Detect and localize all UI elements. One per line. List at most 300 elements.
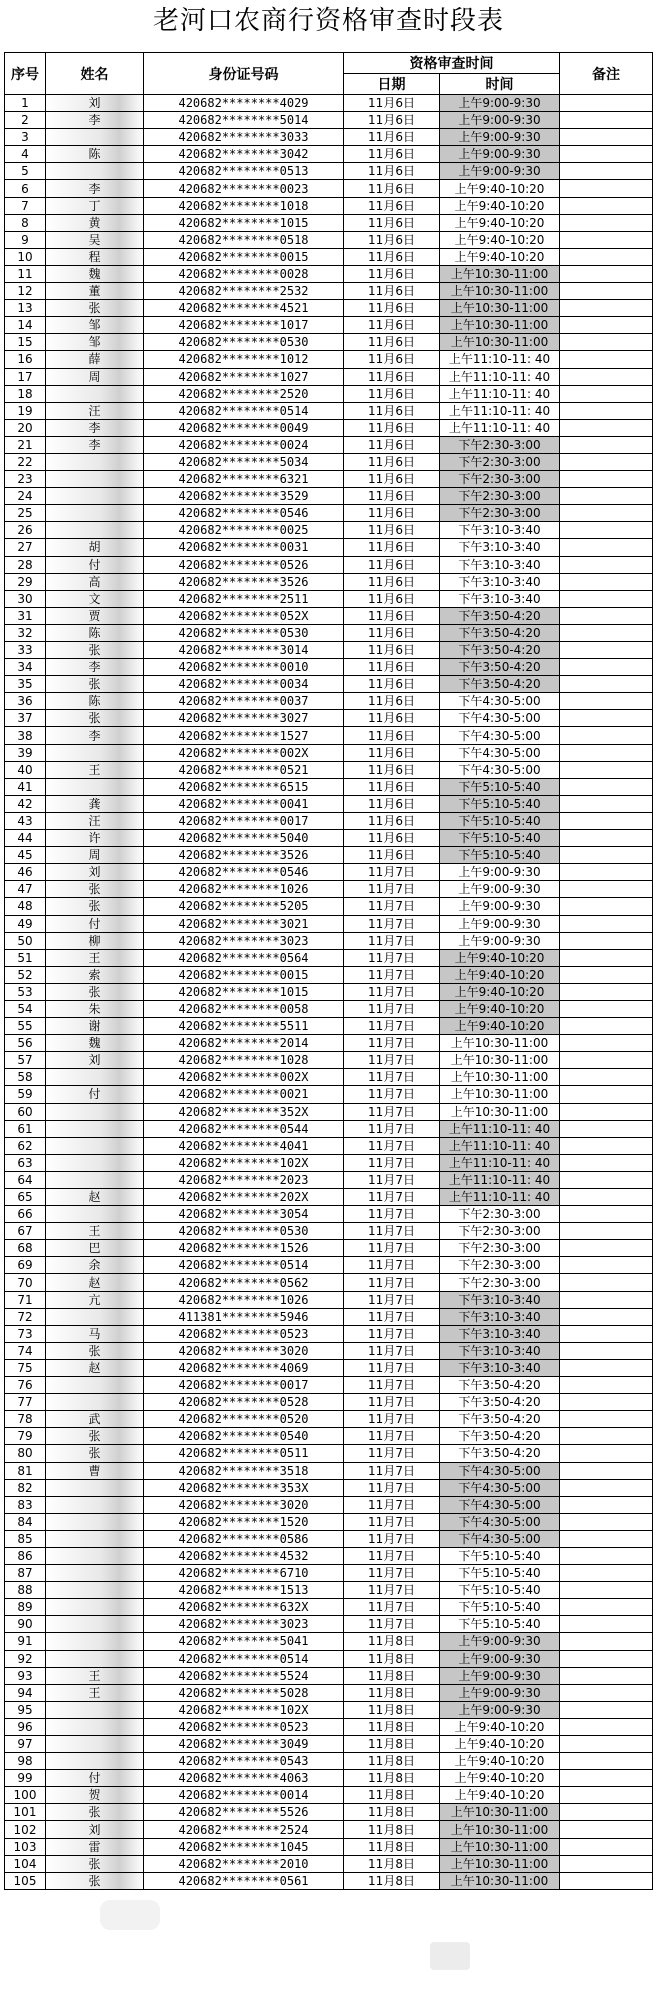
cell-note — [560, 1086, 653, 1103]
cell-seq: 37 — [5, 710, 46, 727]
cell-name: 索 — [46, 966, 144, 983]
cell-note — [560, 1359, 653, 1376]
cell-id-number: 420682********4532 — [144, 1547, 344, 1564]
cell-note — [560, 1018, 653, 1035]
cell-id-number: 420682********3020 — [144, 1342, 344, 1359]
cell-note — [560, 505, 653, 522]
cell-id-number: 420682********3526 — [144, 847, 344, 864]
cell-seq: 93 — [5, 1667, 46, 1684]
cell-seq: 66 — [5, 1206, 46, 1223]
cell-date: 11月8日 — [344, 1633, 440, 1650]
cell-seq: 86 — [5, 1547, 46, 1564]
cell-date: 11月7日 — [344, 1394, 440, 1411]
table-row — [5, 1496, 653, 1513]
table-row — [5, 1154, 653, 1171]
cell-date: 11月7日 — [344, 1325, 440, 1342]
cell-time: 下午2:30-3:00 — [440, 1257, 560, 1274]
cell-seq: 60 — [5, 1103, 46, 1120]
table-row — [5, 539, 653, 556]
cell-time: 上午9:00-9:30 — [440, 1633, 560, 1650]
cell-id-number: 420682********0015 — [144, 966, 344, 983]
cell-id-number: 420682********0514 — [144, 402, 344, 419]
cell-seq: 42 — [5, 795, 46, 812]
cell-name: 张 — [46, 300, 144, 317]
cell-seq: 85 — [5, 1530, 46, 1547]
cell-time: 下午5:10-5:40 — [440, 1582, 560, 1599]
cell-seq: 39 — [5, 744, 46, 761]
cell-time: 下午4:30-5:00 — [440, 1462, 560, 1479]
cell-time: 上午9:00-9:30 — [440, 932, 560, 949]
cell-id-number: 420682********1520 — [144, 1513, 344, 1530]
cell-name — [46, 1171, 144, 1188]
cell-seq: 70 — [5, 1274, 46, 1291]
cell-seq: 88 — [5, 1582, 46, 1599]
cell-time: 下午3:50-4:20 — [440, 624, 560, 641]
cell-note — [560, 283, 653, 300]
table-row — [5, 1513, 653, 1530]
cell-id-number: 420682********5205 — [144, 898, 344, 915]
cell-date: 11月6日 — [344, 778, 440, 795]
cell-time: 下午5:10-5:40 — [440, 1565, 560, 1582]
cell-name: 张 — [46, 1342, 144, 1359]
cell-id-number: 420682********002X — [144, 744, 344, 761]
cell-id-number: 411381********5946 — [144, 1308, 344, 1325]
cell-time: 下午4:30-5:00 — [440, 761, 560, 778]
cell-time: 下午4:30-5:00 — [440, 710, 560, 727]
cell-id-number: 420682********0015 — [144, 248, 344, 265]
cell-seq: 61 — [5, 1120, 46, 1137]
table-row — [5, 949, 653, 966]
cell-note — [560, 402, 653, 419]
table-row — [5, 453, 653, 470]
cell-date: 11月7日 — [344, 1428, 440, 1445]
cell-date: 11月7日 — [344, 1582, 440, 1599]
cell-note — [560, 1736, 653, 1753]
cell-id-number: 420682********1017 — [144, 317, 344, 334]
cell-name: 李 — [46, 112, 144, 129]
cell-id-number: 420682********5014 — [144, 112, 344, 129]
cell-seq: 30 — [5, 590, 46, 607]
cell-id-number: 420682********0024 — [144, 436, 344, 453]
table-row — [5, 1052, 653, 1069]
cell-time: 下午3:50-4:20 — [440, 1445, 560, 1462]
cell-date: 11月7日 — [344, 1547, 440, 1564]
table-row — [5, 351, 653, 368]
cell-id-number: 420682********0530 — [144, 624, 344, 641]
table-row — [5, 795, 653, 812]
cell-id-number: 420682********0041 — [144, 795, 344, 812]
cell-seq: 4 — [5, 146, 46, 163]
table-row — [5, 1616, 653, 1633]
cell-seq: 11 — [5, 265, 46, 282]
cell-id-number: 420682********0561 — [144, 1872, 344, 1889]
cell-name — [46, 1736, 144, 1753]
cell-name — [46, 522, 144, 539]
cell-seq: 22 — [5, 453, 46, 470]
table-row — [5, 1872, 653, 1889]
cell-note — [560, 966, 653, 983]
cell-date: 11月7日 — [344, 1086, 440, 1103]
cell-name — [46, 1479, 144, 1496]
cell-date: 11月6日 — [344, 385, 440, 402]
cell-date: 11月7日 — [344, 1308, 440, 1325]
cell-name: 高 — [46, 573, 144, 590]
cell-note — [560, 795, 653, 812]
cell-time: 下午2:30-3:00 — [440, 436, 560, 453]
cell-time: 上午9:00-9:30 — [440, 146, 560, 163]
cell-seq: 33 — [5, 642, 46, 659]
cell-note — [560, 265, 653, 282]
table-row — [5, 983, 653, 1000]
cell-id-number: 420682********0034 — [144, 676, 344, 693]
cell-date: 11月6日 — [344, 436, 440, 453]
table-row — [5, 1257, 653, 1274]
cell-time: 上午9:40-10:20 — [440, 214, 560, 231]
cell-date: 11月6日 — [344, 129, 440, 146]
cell-note — [560, 1428, 653, 1445]
cell-date: 11月6日 — [344, 248, 440, 265]
cell-seq: 82 — [5, 1479, 46, 1496]
cell-name: 付 — [46, 1086, 144, 1103]
cell-note — [560, 744, 653, 761]
cell-seq: 45 — [5, 847, 46, 864]
cell-name: 赵 — [46, 1189, 144, 1206]
table-row — [5, 197, 653, 214]
cell-seq: 92 — [5, 1650, 46, 1667]
cell-note — [560, 95, 653, 112]
cell-note — [560, 556, 653, 573]
table-row — [5, 1599, 653, 1616]
cell-id-number: 420682********1526 — [144, 1240, 344, 1257]
cell-date: 11月6日 — [344, 761, 440, 778]
cell-name: 王 — [46, 949, 144, 966]
cell-date: 11月8日 — [344, 1770, 440, 1787]
cell-date: 11月6日 — [344, 573, 440, 590]
table-row — [5, 881, 653, 898]
cell-name — [46, 1565, 144, 1582]
cell-name: 王 — [46, 761, 144, 778]
cell-note — [560, 607, 653, 624]
cell-id-number: 420682********0023 — [144, 180, 344, 197]
cell-seq: 23 — [5, 471, 46, 488]
cell-time: 下午2:30-3:00 — [440, 1206, 560, 1223]
cell-time: 下午3:50-4:20 — [440, 676, 560, 693]
cell-seq: 57 — [5, 1052, 46, 1069]
cell-note — [560, 659, 653, 676]
cell-time: 下午5:10-5:40 — [440, 1599, 560, 1616]
cell-time: 上午9:00-9:30 — [440, 95, 560, 112]
cell-date: 11月6日 — [344, 351, 440, 368]
cell-id-number: 420682********3014 — [144, 642, 344, 659]
cell-date: 11月7日 — [344, 898, 440, 915]
table-row — [5, 659, 653, 676]
cell-note — [560, 351, 653, 368]
table-row — [5, 1120, 653, 1137]
cell-time: 下午3:10-3:40 — [440, 1308, 560, 1325]
cell-id-number: 420682********3021 — [144, 915, 344, 932]
cell-name: 汪 — [46, 812, 144, 829]
cell-time: 下午3:50-4:20 — [440, 642, 560, 659]
cell-time: 上午10:30-11:00 — [440, 1855, 560, 1872]
cell-note — [560, 1308, 653, 1325]
cell-id-number: 420682********0518 — [144, 231, 344, 248]
cell-note — [560, 693, 653, 710]
table-row — [5, 761, 653, 778]
cell-id-number: 420682********5028 — [144, 1684, 344, 1701]
cell-note — [560, 1616, 653, 1633]
cell-date: 11月6日 — [344, 95, 440, 112]
header-time: 时间 — [440, 74, 560, 95]
table-row — [5, 778, 653, 795]
cell-note — [560, 539, 653, 556]
cell-note — [560, 898, 653, 915]
cell-date: 11月8日 — [344, 1650, 440, 1667]
cell-note — [560, 334, 653, 351]
cell-note — [560, 642, 653, 659]
cell-time: 下午3:10-3:40 — [440, 1359, 560, 1376]
cell-id-number: 420682********0564 — [144, 949, 344, 966]
cell-time: 下午3:50-4:20 — [440, 1428, 560, 1445]
cell-id-number: 420682********0544 — [144, 1120, 344, 1137]
cell-id-number: 420682********052X — [144, 607, 344, 624]
cell-date: 11月7日 — [344, 1599, 440, 1616]
table-row — [5, 1308, 653, 1325]
cell-time: 上午9:40-10:20 — [440, 983, 560, 1000]
cell-name: 胡 — [46, 539, 144, 556]
cell-seq: 28 — [5, 556, 46, 573]
cell-note — [560, 368, 653, 385]
cell-name: 张 — [46, 1428, 144, 1445]
cell-name — [46, 1308, 144, 1325]
cell-id-number: 420682********102X — [144, 1701, 344, 1718]
cell-seq: 80 — [5, 1445, 46, 1462]
cell-date: 11月8日 — [344, 1838, 440, 1855]
blurred-mark — [100, 1900, 160, 1930]
cell-id-number: 420682********0058 — [144, 1000, 344, 1017]
table-row — [5, 248, 653, 265]
cell-note — [560, 1171, 653, 1188]
cell-date: 11月7日 — [344, 1257, 440, 1274]
cell-id-number: 420682********352X — [144, 1103, 344, 1120]
cell-id-number: 420682********0528 — [144, 1394, 344, 1411]
cell-name: 张 — [46, 881, 144, 898]
cell-time: 上午9:00-9:30 — [440, 1650, 560, 1667]
cell-seq: 13 — [5, 300, 46, 317]
cell-date: 11月7日 — [344, 966, 440, 983]
cell-name — [46, 1513, 144, 1530]
cell-id-number: 420682********5526 — [144, 1804, 344, 1821]
cell-date: 11月7日 — [344, 1206, 440, 1223]
cell-date: 11月8日 — [344, 1667, 440, 1684]
cell-id-number: 420682********0514 — [144, 1257, 344, 1274]
cell-note — [560, 1325, 653, 1342]
cell-note — [560, 1257, 653, 1274]
cell-time: 下午5:10-5:40 — [440, 812, 560, 829]
cell-name — [46, 1377, 144, 1394]
cell-note — [560, 1599, 653, 1616]
cell-seq: 77 — [5, 1394, 46, 1411]
cell-id-number: 420682********0521 — [144, 761, 344, 778]
cell-date: 11月7日 — [344, 1496, 440, 1513]
cell-seq: 10 — [5, 248, 46, 265]
cell-name — [46, 744, 144, 761]
cell-time: 下午5:10-5:40 — [440, 795, 560, 812]
cell-date: 11月6日 — [344, 710, 440, 727]
cell-note — [560, 881, 653, 898]
cell-time: 上午11:10-11: 40 — [440, 402, 560, 419]
cell-time: 上午10:30-11:00 — [440, 1103, 560, 1120]
cell-id-number: 420682********2511 — [144, 590, 344, 607]
cell-time: 上午9:40-10:20 — [440, 949, 560, 966]
cell-seq: 47 — [5, 881, 46, 898]
cell-id-number: 420682********3049 — [144, 1736, 344, 1753]
cell-seq: 87 — [5, 1565, 46, 1582]
cell-id-number: 420682********0021 — [144, 1086, 344, 1103]
cell-name — [46, 1496, 144, 1513]
cell-seq: 44 — [5, 830, 46, 847]
cell-note — [560, 710, 653, 727]
cell-seq: 59 — [5, 1086, 46, 1103]
cell-name: 张 — [46, 710, 144, 727]
cell-date: 11月6日 — [344, 197, 440, 214]
cell-seq: 84 — [5, 1513, 46, 1530]
cell-name: 魏 — [46, 1035, 144, 1052]
cell-note — [560, 248, 653, 265]
cell-time: 上午10:30-11:00 — [440, 1804, 560, 1821]
cell-id-number: 420682********3518 — [144, 1462, 344, 1479]
cell-seq: 5 — [5, 163, 46, 180]
cell-seq: 19 — [5, 402, 46, 419]
cell-name — [46, 1137, 144, 1154]
table-row — [5, 402, 653, 419]
table-row — [5, 522, 653, 539]
table-row — [5, 1838, 653, 1855]
cell-note — [560, 1411, 653, 1428]
cell-date: 11月6日 — [344, 163, 440, 180]
cell-date: 11月7日 — [344, 1052, 440, 1069]
cell-seq: 104 — [5, 1855, 46, 1872]
cell-note — [560, 300, 653, 317]
cell-time: 下午4:30-5:00 — [440, 693, 560, 710]
cell-id-number: 420682********3526 — [144, 573, 344, 590]
cell-note — [560, 983, 653, 1000]
cell-id-number: 420682********4041 — [144, 1137, 344, 1154]
cell-seq: 2 — [5, 112, 46, 129]
cell-seq: 78 — [5, 1411, 46, 1428]
cell-id-number: 420682********0546 — [144, 505, 344, 522]
cell-name: 赵 — [46, 1274, 144, 1291]
cell-date: 11月6日 — [344, 283, 440, 300]
table-row — [5, 1530, 653, 1547]
cell-seq: 27 — [5, 539, 46, 556]
cell-name: 刘 — [46, 864, 144, 881]
cell-date: 11月7日 — [344, 932, 440, 949]
cell-time: 上午9:40-10:20 — [440, 1736, 560, 1753]
cell-note — [560, 1667, 653, 1684]
cell-time: 上午10:30-11:00 — [440, 1821, 560, 1838]
cell-id-number: 420682********0543 — [144, 1753, 344, 1770]
table-row — [5, 1667, 653, 1684]
cell-name: 亢 — [46, 1291, 144, 1308]
cell-time: 下午5:10-5:40 — [440, 1547, 560, 1564]
header-review-time: 资格审查时间 — [344, 53, 560, 74]
cell-name — [46, 1103, 144, 1120]
cell-time: 上午11:10-11: 40 — [440, 368, 560, 385]
cell-note — [560, 1787, 653, 1804]
table-row — [5, 1206, 653, 1223]
table-row — [5, 1718, 653, 1735]
table-row — [5, 573, 653, 590]
table-row — [5, 180, 653, 197]
cell-date: 11月7日 — [344, 1291, 440, 1308]
cell-seq: 50 — [5, 932, 46, 949]
cell-date: 11月7日 — [344, 1171, 440, 1188]
cell-seq: 90 — [5, 1616, 46, 1633]
cell-name: 邹 — [46, 334, 144, 351]
cell-seq: 55 — [5, 1018, 46, 1035]
cell-note — [560, 590, 653, 607]
table-row — [5, 368, 653, 385]
cell-time: 上午10:30-11:00 — [440, 1086, 560, 1103]
cell-date: 11月6日 — [344, 590, 440, 607]
cell-time: 上午11:10-11: 40 — [440, 419, 560, 436]
cell-date: 11月8日 — [344, 1872, 440, 1889]
cell-note — [560, 847, 653, 864]
cell-seq: 67 — [5, 1223, 46, 1240]
cell-date: 11月7日 — [344, 1342, 440, 1359]
cell-date: 11月6日 — [344, 693, 440, 710]
cell-name: 张 — [46, 898, 144, 915]
cell-name: 魏 — [46, 265, 144, 282]
cell-time: 上午9:40-10:20 — [440, 1000, 560, 1017]
cell-note — [560, 1565, 653, 1582]
cell-id-number: 420682********5524 — [144, 1667, 344, 1684]
cell-name — [46, 1650, 144, 1667]
table-row — [5, 1753, 653, 1770]
cell-seq: 26 — [5, 522, 46, 539]
table-row — [5, 1189, 653, 1206]
cell-seq: 29 — [5, 573, 46, 590]
cell-seq: 94 — [5, 1684, 46, 1701]
cell-date: 11月6日 — [344, 488, 440, 505]
table-row — [5, 436, 653, 453]
cell-date: 11月6日 — [344, 795, 440, 812]
cell-note — [560, 180, 653, 197]
table-row — [5, 676, 653, 693]
table-row — [5, 727, 653, 744]
cell-note — [560, 1000, 653, 1017]
table-row — [5, 1000, 653, 1017]
cell-name: 陈 — [46, 693, 144, 710]
cell-seq: 53 — [5, 983, 46, 1000]
cell-name: 朱 — [46, 1000, 144, 1017]
cell-id-number: 420682********353X — [144, 1479, 344, 1496]
cell-time: 下午3:10-3:40 — [440, 1291, 560, 1308]
cell-time: 上午9:00-9:30 — [440, 112, 560, 129]
cell-seq: 20 — [5, 419, 46, 436]
cell-name: 陈 — [46, 146, 144, 163]
table-row — [5, 1394, 653, 1411]
cell-note — [560, 197, 653, 214]
table-row — [5, 1821, 653, 1838]
cell-time: 上午10:30-11:00 — [440, 317, 560, 334]
cell-date: 11月7日 — [344, 983, 440, 1000]
cell-time: 下午3:10-3:40 — [440, 573, 560, 590]
cell-id-number: 420682********0017 — [144, 1377, 344, 1394]
cell-note — [560, 1804, 653, 1821]
cell-seq: 105 — [5, 1872, 46, 1889]
cell-date: 11月7日 — [344, 1462, 440, 1479]
